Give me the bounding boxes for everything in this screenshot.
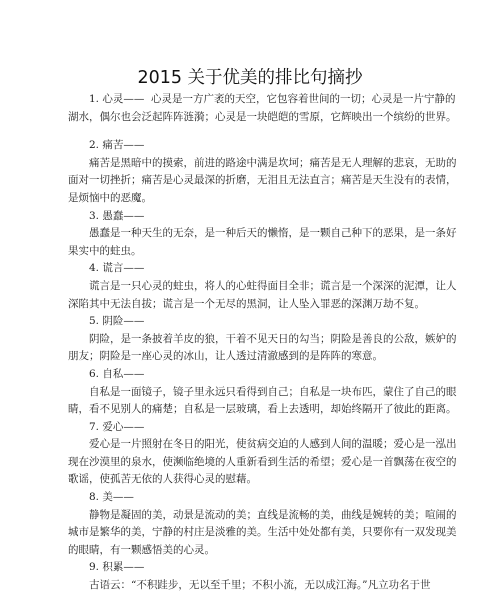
section-6-heading: 6. 自私—— [89,367,145,380]
section-sinister [68,313,460,366]
section-7-body: 爱心是一片照射在冬日的阳光，使贫病交迫的人感到人间的温暖；爱心是一泓出现在沙漠里的泉水，使濒临绝境的人重新看到生活的希望；爱心是一首飘荡在夜空的歌谣，使孤苦无依的人获得心灵的慰藉。 [68,438,457,486]
section-beauty [68,489,460,559]
section-6-body: 自私是一面镜子，镜子里永远只看得到自己；自私是一块布匹，蒙住了自己的眼睛，看不见别人的痛楚；自私是一层玻璃，看上去透明，却始终隔开了彼此的距离。 [68,385,457,416]
section-3-heading: 3. 愚蠢—— [89,209,145,222]
section-5-body: 阴险，是一条披着羊皮的狼，干着不见天日的勾当；阴险是善良的公敌，嫉妒的朋友；阴险是一座心灵的冰山，让人透过清澈感到的是阵阵的寒意。 [68,332,457,363]
section-selfishness [68,366,460,419]
section-9-body: 古语云：“不积跬步，无以至千里；不积小流，无以成江海。”凡立功名于世 [89,579,431,592]
document-title: 2015 关于优美的排比句摘抄 [137,68,363,88]
section-9-heading: 9. 积累—— [89,561,145,574]
section-love [68,419,460,489]
section-1-body: 心灵是一方广袤的天空，它包容着世间的一切；心灵是一片宁静的湖水，偶尔也会泛起阵阵涟漪；心灵是一块皑皑的雪原，它辉映出一个缤纷的世界。 [68,93,457,123]
section-8-heading: 8. 美—— [89,491,134,504]
section-1-paragraph [68,91,460,126]
section-2-heading: 2. 痛苦—— [89,139,145,152]
section-heart [68,91,460,126]
section-accumulation [68,559,460,594]
section-2-body: 痛苦是黑暗中的摸索，前进的路途中满是坎坷；痛苦是无人理解的悲哀，无助的面对一切挫折；痛苦是心灵最深的折磨，无泪且无法直言；痛苦是天生没有的表情，是烦恼中的恶魔。 [68,156,457,204]
section-1-heading: 1. 心灵—— [89,93,145,105]
section-7-heading: 7. 爱心—— [89,420,145,433]
section-4-heading: 4. 谎言—— [89,262,145,275]
section-3-body: 愚蠢是一种天生的无奈，是一种后天的懒惰，是一颗自己种下的恶果，是一条好果实中的蛀虫。 [68,227,457,257]
section-8-body: 静物是凝固的美，动景是流动的美；直线是流畅的美，曲线是婉转的美；喧闹的城市是繁华的美，宁静的村庄是淡雅的美。生活中处处都有美，只要你有一双发现美的眼睛，有一颗感悟美的心灵。 [68,508,457,556]
section-5-heading: 5. 阴险—— [89,315,145,328]
section-pain [68,137,460,207]
section-lies [68,260,460,313]
section-4-body: 谎言是一只心灵的蛀虫，将人的心蛀得面目全非；谎言是一个深深的泥潭，让人深陷其中无法自拔；谎言是一个无尽的黑洞，让人坠入罪恶的深渊万劫不复。 [68,279,457,310]
document-body [68,91,460,595]
section-stupidity [68,208,460,261]
